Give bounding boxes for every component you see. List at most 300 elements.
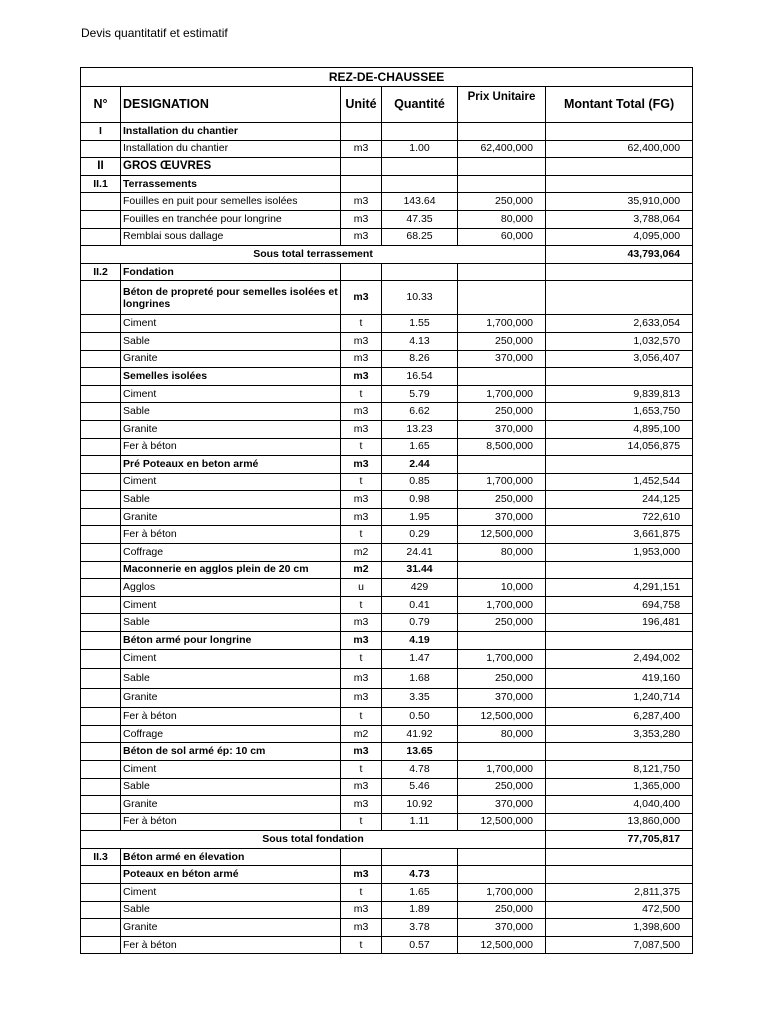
- item-unit: m3: [341, 614, 382, 632]
- item-unit: m3: [341, 368, 382, 386]
- item-unit-price: 1,700,000: [458, 884, 546, 902]
- item-total: 1,032,570: [546, 332, 693, 350]
- table-row: [81, 813, 693, 831]
- item-total: [546, 561, 693, 579]
- item-unit-price: 80,000: [458, 544, 546, 562]
- item-designation: Sable: [121, 669, 341, 689]
- item-designation: Pré Poteaux en beton armé: [121, 456, 341, 474]
- item-total: 3,788,064: [546, 210, 693, 228]
- item-unit: t: [341, 473, 382, 491]
- item-number: [81, 403, 121, 421]
- item-unit-price: 250,000: [458, 332, 546, 350]
- item-number: [81, 561, 121, 579]
- item-designation: Sable: [121, 614, 341, 632]
- table-row: [81, 140, 693, 158]
- item-designation: Terrassements: [121, 175, 341, 193]
- item-total: 2,633,054: [546, 315, 693, 333]
- banner-row: [81, 68, 693, 87]
- item-unit: m2: [341, 544, 382, 562]
- item-unit: t: [341, 813, 382, 831]
- item-designation: Ciment: [121, 473, 341, 491]
- item-unit-price: 250,000: [458, 778, 546, 796]
- item-total: 722,610: [546, 508, 693, 526]
- item-quantity: 4.19: [382, 632, 458, 650]
- header-unit: Unité: [341, 87, 382, 123]
- table-row: [81, 210, 693, 228]
- item-unit: t: [341, 708, 382, 726]
- item-number: [81, 649, 121, 669]
- item-number: [81, 884, 121, 902]
- item-unit: [341, 123, 382, 141]
- item-unit-price: 370,000: [458, 919, 546, 937]
- item-designation: Granite: [121, 919, 341, 937]
- group-row: [81, 866, 693, 884]
- table-row: [81, 403, 693, 421]
- item-designation: Fondation: [121, 263, 341, 281]
- item-unit-price: 250,000: [458, 614, 546, 632]
- item-quantity: 1.65: [382, 884, 458, 902]
- table-row: [81, 796, 693, 814]
- table-row: [81, 596, 693, 614]
- item-unit-price: [458, 175, 546, 193]
- item-number: II.2: [81, 263, 121, 281]
- item-number: [81, 332, 121, 350]
- table-row: [81, 614, 693, 632]
- item-number: [81, 228, 121, 246]
- item-designation: Installation du chantier: [121, 123, 341, 141]
- item-unit: m3: [341, 350, 382, 368]
- item-quantity: 0.98: [382, 491, 458, 509]
- item-number: [81, 901, 121, 919]
- item-total: [546, 368, 693, 386]
- item-unit: t: [341, 315, 382, 333]
- table-row: [81, 919, 693, 937]
- item-unit-price: 80,000: [458, 210, 546, 228]
- item-number: [81, 491, 121, 509]
- item-designation: Sable: [121, 778, 341, 796]
- item-unit-price: 60,000: [458, 228, 546, 246]
- item-designation: Maconnerie en agglos plein de 20 cm: [121, 561, 341, 579]
- item-total: 13,860,000: [546, 813, 693, 831]
- item-number: [81, 866, 121, 884]
- item-unit-price: 1,700,000: [458, 385, 546, 403]
- item-unit-price: [458, 743, 546, 761]
- item-number: [81, 368, 121, 386]
- item-quantity: 16.54: [382, 368, 458, 386]
- item-unit-price: 250,000: [458, 193, 546, 211]
- group-row: [81, 123, 693, 141]
- item-quantity: 1.89: [382, 901, 458, 919]
- item-quantity: 1.00: [382, 140, 458, 158]
- item-number: II.3: [81, 848, 121, 866]
- table-row: [81, 315, 693, 333]
- item-total: [546, 281, 693, 315]
- item-quantity: [382, 123, 458, 141]
- item-unit: m3: [341, 420, 382, 438]
- item-total: 694,758: [546, 596, 693, 614]
- item-total: 3,661,875: [546, 526, 693, 544]
- item-quantity: 0.41: [382, 596, 458, 614]
- item-quantity: 5.79: [382, 385, 458, 403]
- item-unit: m3: [341, 332, 382, 350]
- item-quantity: [382, 175, 458, 193]
- item-unit-price: [458, 263, 546, 281]
- table-row: [81, 350, 693, 368]
- item-quantity: 1.11: [382, 813, 458, 831]
- item-total: 419,160: [546, 669, 693, 689]
- item-unit-price: 10,000: [458, 579, 546, 597]
- item-quantity: 0.57: [382, 936, 458, 954]
- item-total: [546, 175, 693, 193]
- item-total: 472,500: [546, 901, 693, 919]
- item-unit: m3: [341, 228, 382, 246]
- item-total: 4,895,100: [546, 420, 693, 438]
- item-total: 3,353,280: [546, 725, 693, 743]
- item-unit: t: [341, 649, 382, 669]
- item-unit: m3: [341, 403, 382, 421]
- item-quantity: 10.92: [382, 796, 458, 814]
- item-quantity: 1.65: [382, 438, 458, 456]
- table-row: [81, 438, 693, 456]
- table-row: [81, 579, 693, 597]
- table-row: [81, 526, 693, 544]
- item-total: 1,398,600: [546, 919, 693, 937]
- item-quantity: 0.50: [382, 708, 458, 726]
- item-unit: t: [341, 936, 382, 954]
- item-unit: m3: [341, 140, 382, 158]
- item-total: 6,287,400: [546, 708, 693, 726]
- item-quantity: 1.68: [382, 669, 458, 689]
- item-unit: t: [341, 596, 382, 614]
- item-unit-price: 12,500,000: [458, 526, 546, 544]
- item-unit-price: 370,000: [458, 508, 546, 526]
- item-total: 1,452,544: [546, 473, 693, 491]
- item-quantity: [382, 263, 458, 281]
- item-number: II: [81, 158, 121, 176]
- item-designation: Sable: [121, 901, 341, 919]
- table-row: [81, 332, 693, 350]
- item-number: [81, 456, 121, 474]
- item-designation: Sable: [121, 332, 341, 350]
- item-unit-price: 250,000: [458, 669, 546, 689]
- item-total: [546, 743, 693, 761]
- subtotal-row: [81, 831, 693, 849]
- item-unit-price: 250,000: [458, 901, 546, 919]
- item-total: [546, 848, 693, 866]
- table-row: [81, 473, 693, 491]
- item-quantity: 1.47: [382, 649, 458, 669]
- item-designation: Sable: [121, 491, 341, 509]
- item-unit: m3: [341, 796, 382, 814]
- item-unit: t: [341, 438, 382, 456]
- item-number: [81, 596, 121, 614]
- item-designation: Granite: [121, 508, 341, 526]
- document-title: Devis quantitatif et estimatif: [81, 26, 228, 40]
- item-designation: Coffrage: [121, 544, 341, 562]
- group-row: [81, 281, 693, 315]
- item-number: [81, 760, 121, 778]
- group-row: [81, 561, 693, 579]
- item-designation: Béton armé pour longrine: [121, 632, 341, 650]
- item-designation: Sable: [121, 403, 341, 421]
- item-unit-price: [458, 561, 546, 579]
- item-designation: Fer à béton: [121, 936, 341, 954]
- item-unit: m3: [341, 688, 382, 708]
- item-total: 244,125: [546, 491, 693, 509]
- item-number: [81, 438, 121, 456]
- item-unit-price: [458, 368, 546, 386]
- item-unit-price: 370,000: [458, 420, 546, 438]
- item-unit-price: 370,000: [458, 350, 546, 368]
- item-unit-price: 250,000: [458, 491, 546, 509]
- item-unit: t: [341, 884, 382, 902]
- banner-title: REZ-DE-CHAUSSEE: [81, 68, 693, 87]
- table-row: [81, 760, 693, 778]
- item-quantity: 1.55: [382, 315, 458, 333]
- item-total: [546, 123, 693, 141]
- item-designation: Granite: [121, 796, 341, 814]
- item-designation: Ciment: [121, 884, 341, 902]
- item-quantity: 10.33: [382, 281, 458, 315]
- item-number: [81, 708, 121, 726]
- group-row: [81, 456, 693, 474]
- item-unit: m3: [341, 193, 382, 211]
- item-unit: [341, 175, 382, 193]
- item-unit: m3: [341, 210, 382, 228]
- table-row: [81, 778, 693, 796]
- table-row: [81, 725, 693, 743]
- item-unit-price: [458, 456, 546, 474]
- group-row: [81, 743, 693, 761]
- item-number: [81, 526, 121, 544]
- item-quantity: 3.78: [382, 919, 458, 937]
- item-quantity: 68.25: [382, 228, 458, 246]
- item-designation: Granite: [121, 688, 341, 708]
- subtotal-label: Sous total fondation: [81, 831, 546, 849]
- item-designation: Agglos: [121, 579, 341, 597]
- item-unit: t: [341, 760, 382, 778]
- item-number: [81, 796, 121, 814]
- table-row: [81, 508, 693, 526]
- table-row: [81, 708, 693, 726]
- item-quantity: 13.23: [382, 420, 458, 438]
- item-quantity: 0.29: [382, 526, 458, 544]
- item-total: [546, 158, 693, 176]
- item-unit-price: 250,000: [458, 403, 546, 421]
- item-unit: m3: [341, 281, 382, 315]
- item-unit-price: [458, 158, 546, 176]
- item-number: [81, 632, 121, 650]
- table-row: [81, 901, 693, 919]
- item-number: [81, 813, 121, 831]
- item-unit: m2: [341, 561, 382, 579]
- item-total: [546, 456, 693, 474]
- item-unit-price: [458, 848, 546, 866]
- item-designation: Ciment: [121, 596, 341, 614]
- item-designation: Remblai sous dallage: [121, 228, 341, 246]
- item-number: [81, 385, 121, 403]
- table-row: [81, 491, 693, 509]
- item-designation: Fouilles en tranchée pour longrine: [121, 210, 341, 228]
- item-unit-price: 370,000: [458, 796, 546, 814]
- item-quantity: 143.64: [382, 193, 458, 211]
- item-number: [81, 315, 121, 333]
- item-designation: Béton de sol armé ép: 10 cm: [121, 743, 341, 761]
- item-unit: [341, 848, 382, 866]
- item-unit: [341, 263, 382, 281]
- item-total: 1,953,000: [546, 544, 693, 562]
- item-number: [81, 420, 121, 438]
- item-number: [81, 743, 121, 761]
- table-row: [81, 228, 693, 246]
- item-unit-price: 12,500,000: [458, 708, 546, 726]
- item-number: [81, 614, 121, 632]
- item-designation: Granite: [121, 420, 341, 438]
- item-unit: m3: [341, 669, 382, 689]
- item-unit-price: 8,500,000: [458, 438, 546, 456]
- item-quantity: 0.85: [382, 473, 458, 491]
- item-quantity: 31.44: [382, 561, 458, 579]
- item-unit: [341, 158, 382, 176]
- item-quantity: 429: [382, 579, 458, 597]
- group-row: [81, 263, 693, 281]
- item-quantity: [382, 848, 458, 866]
- item-designation: Semelles isolées: [121, 368, 341, 386]
- item-unit-price: 1,700,000: [458, 649, 546, 669]
- item-unit-price: 1,700,000: [458, 473, 546, 491]
- item-unit-price: 80,000: [458, 725, 546, 743]
- item-total: 1,653,750: [546, 403, 693, 421]
- item-total: 2,494,002: [546, 649, 693, 669]
- estimate-table: [80, 67, 693, 954]
- table-row: [81, 544, 693, 562]
- item-quantity: 8.26: [382, 350, 458, 368]
- item-unit: m3: [341, 456, 382, 474]
- table-row: [81, 669, 693, 689]
- item-quantity: 4.13: [382, 332, 458, 350]
- item-number: II.1: [81, 175, 121, 193]
- item-unit-price: 370,000: [458, 688, 546, 708]
- item-designation: Granite: [121, 350, 341, 368]
- item-unit-price: 1,700,000: [458, 596, 546, 614]
- item-number: [81, 350, 121, 368]
- item-unit: u: [341, 579, 382, 597]
- item-quantity: 4.78: [382, 760, 458, 778]
- item-total: 1,240,714: [546, 688, 693, 708]
- item-number: [81, 778, 121, 796]
- item-number: [81, 579, 121, 597]
- item-designation: GROS ŒUVRES: [121, 158, 341, 176]
- item-number: [81, 688, 121, 708]
- item-total: 196,481: [546, 614, 693, 632]
- header-row: [81, 87, 693, 123]
- header-no: N°: [81, 87, 121, 123]
- subtotal-amount: 43,793,064: [546, 246, 693, 264]
- subtotal-amount: 77,705,817: [546, 831, 693, 849]
- item-number: [81, 669, 121, 689]
- item-unit-price: 12,500,000: [458, 936, 546, 954]
- table-row: [81, 688, 693, 708]
- item-designation: Fer à béton: [121, 438, 341, 456]
- item-total: 35,910,000: [546, 193, 693, 211]
- item-unit: m3: [341, 632, 382, 650]
- item-designation: Poteaux en béton armé: [121, 866, 341, 884]
- header-unit-price: Prix Unitaire: [458, 87, 546, 123]
- item-quantity: 41.92: [382, 725, 458, 743]
- item-designation: Ciment: [121, 315, 341, 333]
- item-unit: m3: [341, 866, 382, 884]
- item-unit: t: [341, 385, 382, 403]
- item-number: [81, 725, 121, 743]
- item-quantity: 4.73: [382, 866, 458, 884]
- item-quantity: 6.62: [382, 403, 458, 421]
- item-total: 2,811,375: [546, 884, 693, 902]
- item-number: [81, 210, 121, 228]
- item-designation: Béton de propreté pour semelles isolées et longrines: [121, 281, 341, 315]
- group-row: [81, 175, 693, 193]
- item-unit-price: 62,400,000: [458, 140, 546, 158]
- group-row: [81, 368, 693, 386]
- item-designation: Coffrage: [121, 725, 341, 743]
- item-unit-price: [458, 632, 546, 650]
- item-total: [546, 866, 693, 884]
- item-designation: Fer à béton: [121, 526, 341, 544]
- group-row: [81, 158, 693, 176]
- item-total: [546, 263, 693, 281]
- item-total: 8,121,750: [546, 760, 693, 778]
- item-unit-price: [458, 123, 546, 141]
- item-unit: m3: [341, 919, 382, 937]
- subtotal-label: Sous total terrassement: [81, 246, 546, 264]
- item-quantity: 1.95: [382, 508, 458, 526]
- table-row: [81, 193, 693, 211]
- item-number: [81, 193, 121, 211]
- item-unit-price: 12,500,000: [458, 813, 546, 831]
- item-unit: m3: [341, 901, 382, 919]
- item-unit-price: [458, 281, 546, 315]
- item-number: [81, 473, 121, 491]
- item-number: [81, 508, 121, 526]
- header-total: Montant Total (FG): [546, 87, 693, 123]
- item-designation: Ciment: [121, 760, 341, 778]
- item-total: 1,365,000: [546, 778, 693, 796]
- item-quantity: 47.35: [382, 210, 458, 228]
- group-row: [81, 848, 693, 866]
- item-total: 3,056,407: [546, 350, 693, 368]
- table-row: [81, 936, 693, 954]
- item-designation: Fer à béton: [121, 813, 341, 831]
- item-quantity: 2.44: [382, 456, 458, 474]
- item-designation: Béton armé en élevation: [121, 848, 341, 866]
- item-unit: m3: [341, 508, 382, 526]
- item-unit: m3: [341, 491, 382, 509]
- header-quantity: Quantité: [382, 87, 458, 123]
- item-number: [81, 140, 121, 158]
- table-row: [81, 884, 693, 902]
- item-quantity: 3.35: [382, 688, 458, 708]
- item-designation: Fer à béton: [121, 708, 341, 726]
- item-unit: m3: [341, 778, 382, 796]
- item-total: 9,839,813: [546, 385, 693, 403]
- item-total: 4,040,400: [546, 796, 693, 814]
- item-quantity: [382, 158, 458, 176]
- group-row: [81, 632, 693, 650]
- item-total: [546, 632, 693, 650]
- item-total: 7,087,500: [546, 936, 693, 954]
- item-designation: Ciment: [121, 649, 341, 669]
- item-number: [81, 936, 121, 954]
- table-row: [81, 420, 693, 438]
